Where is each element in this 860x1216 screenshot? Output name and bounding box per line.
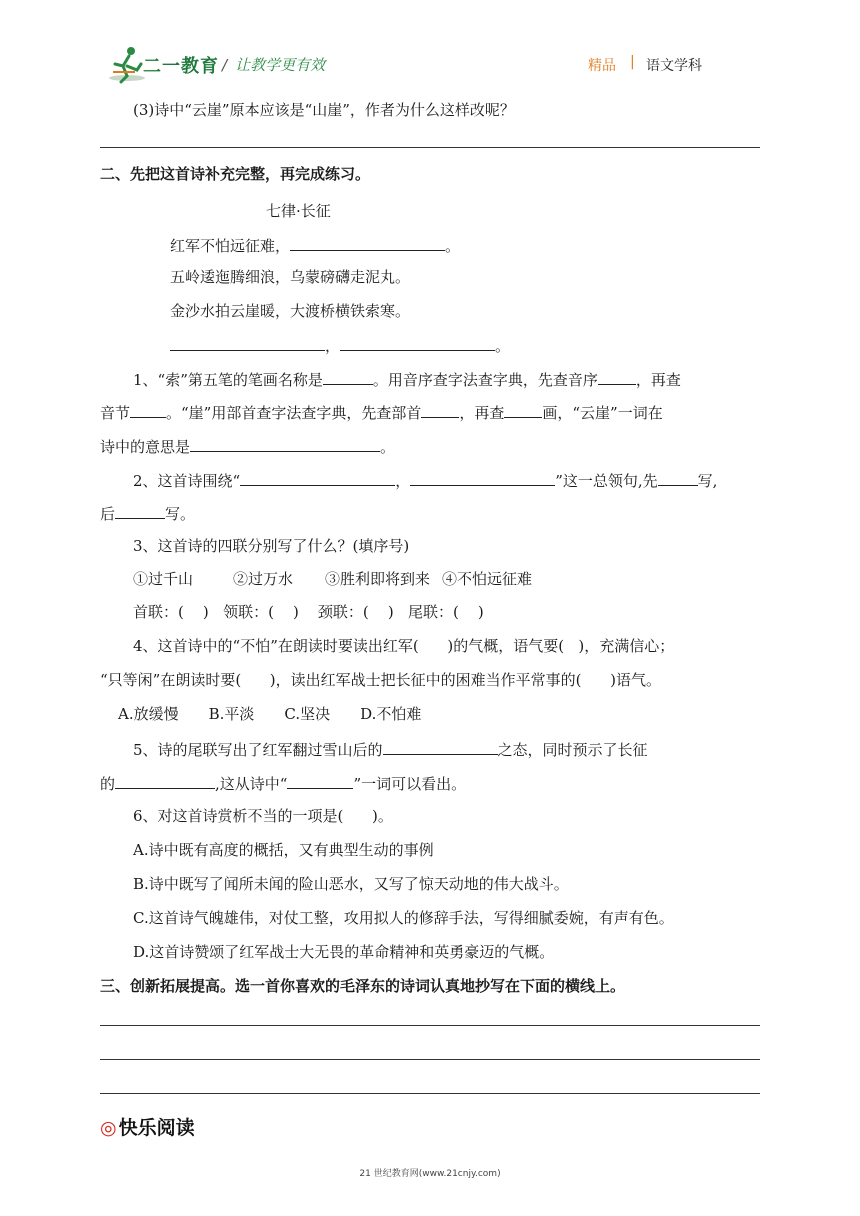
fill-blank[interactable] xyxy=(130,401,166,418)
page-header xyxy=(0,0,860,90)
poem-line-4-end: 。 xyxy=(495,337,511,355)
q5-text-b: 之态，同时预示了长征 xyxy=(497,741,648,759)
poem-line-4-sep: ， xyxy=(325,337,341,355)
copy-line-2[interactable] xyxy=(100,1059,760,1060)
q3-option-1: ①过千山 xyxy=(133,570,194,588)
q6-option-a: A.诗中既有高度的概括，又有典型生动的事例 xyxy=(133,841,434,859)
poem-title: 七律·长征 xyxy=(266,202,331,220)
copy-line-1[interactable] xyxy=(100,1025,760,1026)
fill-blank[interactable] xyxy=(323,368,373,385)
question-6-text: 6、对这首诗赏析不当的一项是( )。 xyxy=(133,807,393,825)
question-4-line-1: 4、这首诗中的“不怕”在朗读时要读出红军( )的气概，语气要( )，充满信心； xyxy=(133,637,675,655)
q1-text-g: 画，“云崖”一词在 xyxy=(542,404,663,422)
question-2-line-2 xyxy=(100,502,195,524)
fill-blank[interactable] xyxy=(115,502,165,519)
q4-option-b: B.平淡 xyxy=(208,705,255,723)
poem-line-1 xyxy=(170,234,460,256)
section-2-heading: 二、先把这首诗补充完整，再完成练习。 xyxy=(100,165,371,183)
fill-blank[interactable] xyxy=(504,401,542,418)
q4-option-d: D.不怕难 xyxy=(360,705,422,723)
poem-line-1-b: 。 xyxy=(445,237,461,255)
fill-blank[interactable] xyxy=(383,738,498,755)
question-2-line-1 xyxy=(133,469,717,491)
question-1-line-1 xyxy=(133,368,681,390)
question-1-line-3 xyxy=(100,435,395,457)
question-4-line-2: “只等闲”在朗读时要( )，读出红军战士把长征中的困难当作平常事的( )语气。 xyxy=(100,671,661,689)
fill-blank[interactable] xyxy=(240,469,395,486)
slogan-text: 让教学更有效 xyxy=(235,56,326,74)
q5-text-d: ,这从诗中“ xyxy=(215,775,288,793)
q1-text-e: 。“崖”用部首查字法查字典，先查部首 xyxy=(166,404,422,422)
fill-blank[interactable] xyxy=(290,234,445,251)
q1-text-c: ，再查 xyxy=(635,371,681,389)
fill-blank[interactable] xyxy=(410,469,555,486)
q1-text-h: 诗中的意思是 xyxy=(100,438,191,456)
q5-text-e: ”一词可以看出。 xyxy=(353,775,467,793)
question-3-options xyxy=(133,569,532,589)
question-4-options xyxy=(118,704,421,724)
logo-text: 二一教育 xyxy=(143,56,219,77)
q1-text-d: 音节 xyxy=(100,404,131,422)
answer-line xyxy=(100,147,760,148)
copy-line-3[interactable] xyxy=(100,1093,760,1094)
q1-text-f: ，再查 xyxy=(459,404,505,422)
q3-option-4: ④不怕远征难 xyxy=(442,570,533,588)
poem-line-4 xyxy=(170,334,510,356)
fill-blank[interactable] xyxy=(340,334,495,351)
question-3-answers: 首联：( ) 领联：( ) 颈联：( ) 尾联：( ) xyxy=(133,603,484,621)
question-3-text: 3、这首诗的四联分别写了什么？(填序号) xyxy=(133,537,410,555)
q4-option-c: C.坚决 xyxy=(284,705,331,723)
badge-quality: 精品 xyxy=(588,58,616,74)
question-1-line-2 xyxy=(100,401,663,423)
q2-text-f: 写。 xyxy=(165,505,196,523)
q2-text-e: 后 xyxy=(100,505,116,523)
fill-blank[interactable] xyxy=(421,401,459,418)
q2-text-b: ， xyxy=(395,472,411,490)
fill-blank[interactable] xyxy=(598,368,636,385)
happy-reading-label: 快乐阅读 xyxy=(118,1117,195,1139)
q2-text-c: ”这一总领句,先 xyxy=(555,472,658,490)
q6-option-c: C.这首诗气魄雄伟，对仗工整，攻用拟人的修辞手法，写得细腻委婉，有声有色。 xyxy=(133,909,674,927)
q6-option-b: B.诗中既写了闻所未闻的险山恶水，又写了惊天动地的伟大战斗。 xyxy=(133,875,569,893)
q5-text-c: 的 xyxy=(100,775,116,793)
q3-option-2: ②过万水 xyxy=(233,570,294,588)
poem-line-2: 五岭逶迤腾细浪，乌蒙磅礴走泥丸。 xyxy=(170,268,411,286)
q4-option-a: A.放缓慢 xyxy=(118,705,179,723)
badge-separator: | xyxy=(630,54,635,70)
section-3-heading: 三、创新拓展提高。选一首你喜欢的毛泽东的诗词认真地抄写在下面的横线上。 xyxy=(100,977,626,995)
fill-blank[interactable] xyxy=(658,469,698,486)
slogan: / 让教学更有效 xyxy=(222,56,326,74)
question-5-line-2 xyxy=(100,772,466,794)
q1-text-i: 。 xyxy=(380,438,396,456)
fill-blank[interactable] xyxy=(115,772,215,789)
fill-blank[interactable] xyxy=(190,435,380,452)
page-footer: 21 世纪教育网(www.21cnjy.com) xyxy=(359,1169,501,1179)
bullseye-icon: ◎ xyxy=(100,1117,117,1139)
q1-text-a: 1、“索”第五笔的笔画名称是 xyxy=(133,371,323,389)
q6-option-d: D.这首诗赞颂了红军战士大无畏的革命精神和英勇豪迈的气概。 xyxy=(133,943,555,961)
poem-line-3: 金沙水拍云崖暖，大渡桥横铁索寒。 xyxy=(170,302,411,320)
question-3-prev: (3)诗中“云崖”原本应该是“山崖”，作者为什么这样改呢？ xyxy=(133,101,515,119)
question-5-line-1 xyxy=(133,738,648,760)
badge-subject: 语文学科 xyxy=(646,58,702,74)
fill-blank[interactable] xyxy=(287,772,353,789)
q1-text-b: 。用音序查字法查字典，先查音序 xyxy=(372,371,598,389)
q2-text-a: 2、这首诗围绕“ xyxy=(133,472,241,490)
happy-reading-heading xyxy=(100,1113,195,1140)
fill-blank[interactable] xyxy=(170,334,325,351)
q5-text-a: 5、诗的尾联写出了红军翻过雪山后的 xyxy=(133,741,383,759)
poem-line-1-a: 红军不怕远征难， xyxy=(170,237,291,255)
q3-option-3: ③胜利即将到来 xyxy=(325,570,431,588)
q2-text-d: 写, xyxy=(697,472,718,490)
